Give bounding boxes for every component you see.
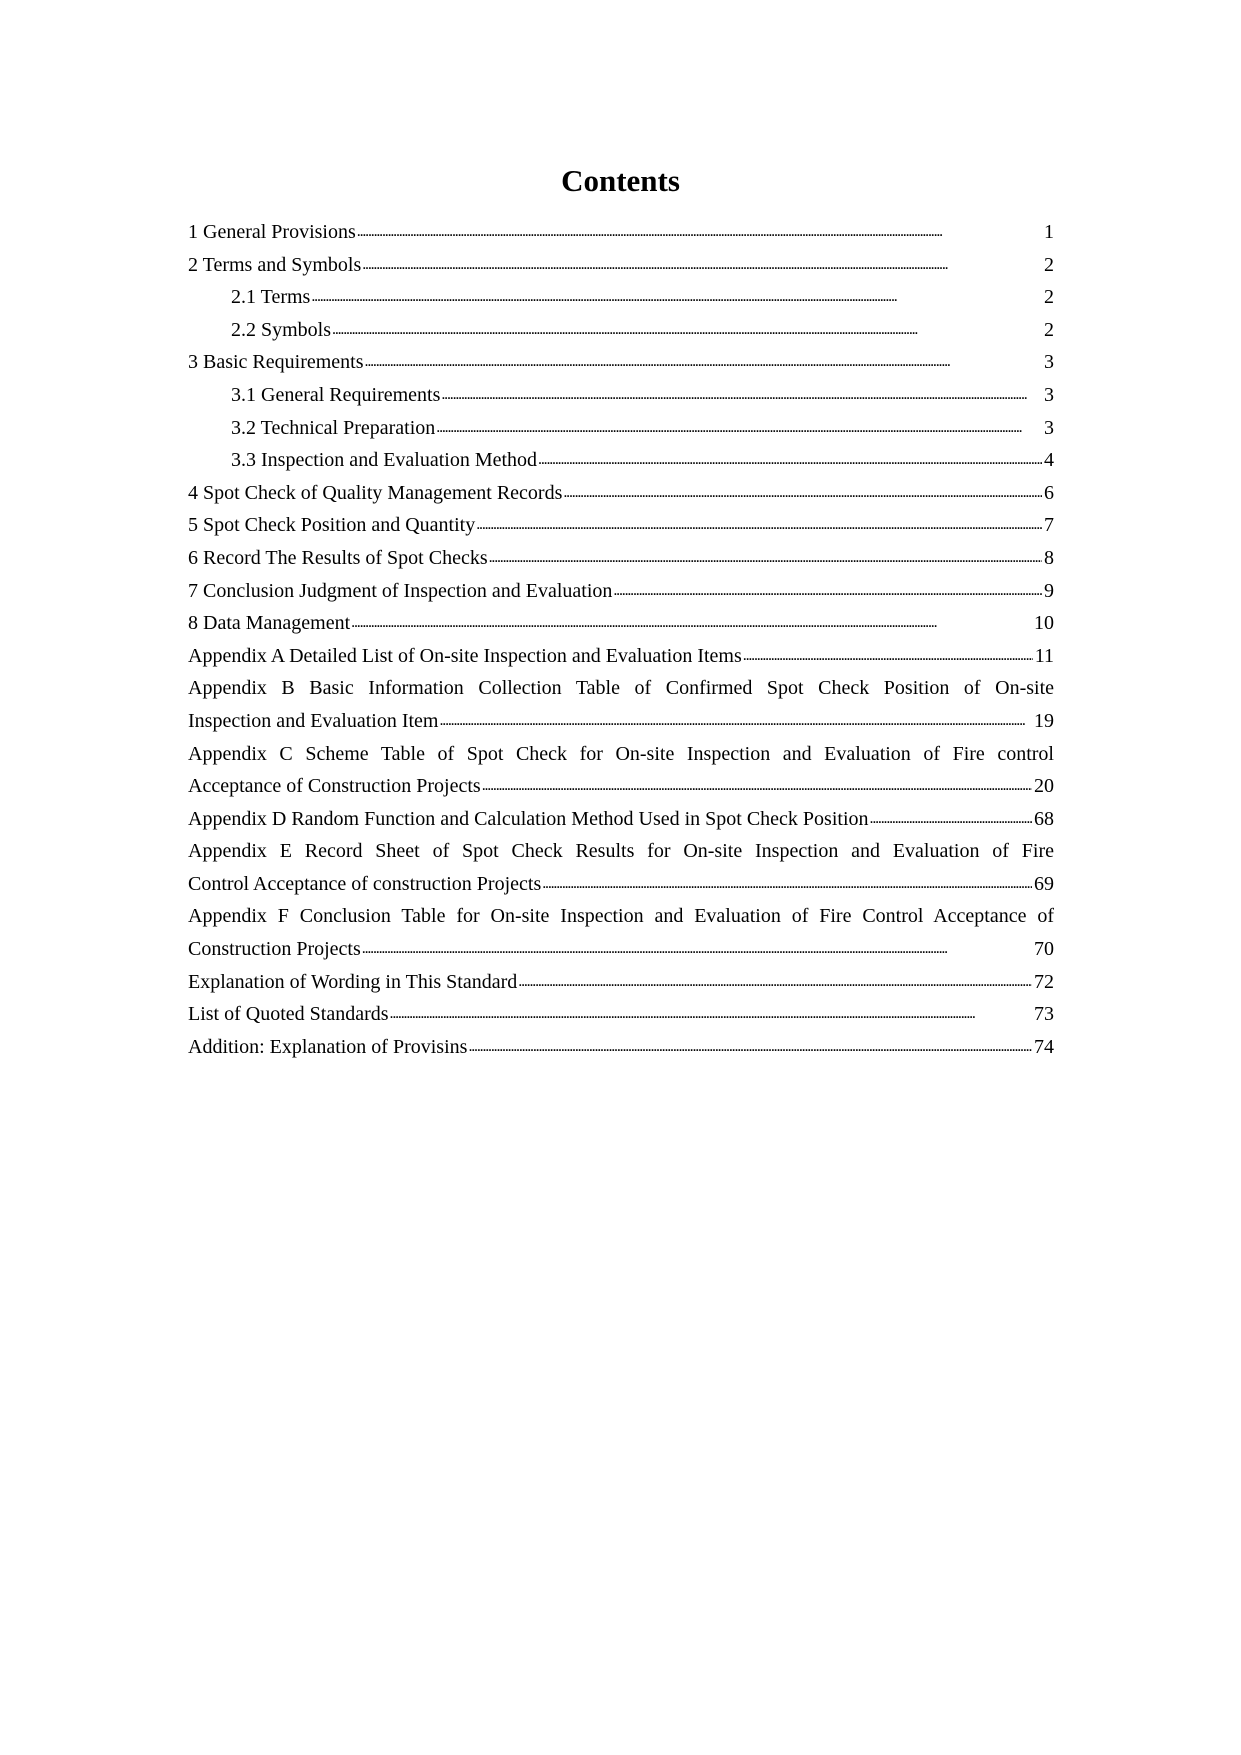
toc-entry-title: 7 Conclusion Judgment of Inspection and Evaluation [188,579,613,602]
page-title: Contents [561,163,680,198]
dot-leader [350,607,1032,640]
dot-leader [475,509,1042,542]
table-of-contents [188,216,1054,1063]
dot-leader [562,477,1042,510]
toc-entry-page: 4 [1044,449,1054,472]
toc-entry[interactable] [188,640,1054,673]
toc-entry[interactable] [188,542,1054,575]
toc-entry-page: 3 [1044,351,1054,374]
dot-leader [331,314,1042,347]
toc-entry[interactable] [188,477,1054,510]
toc-entry-page: 9 [1044,579,1054,602]
toc-entry[interactable] [188,966,1054,999]
toc-entry[interactable] [188,672,1054,737]
toc-entry-title: Appendix A Detailed List of On-site Inspection and Evaluation Items [188,644,742,667]
toc-entry-page: 69 [1034,872,1054,895]
toc-entry-title: 2.2 Symbols [231,318,332,341]
toc-entry-title: Construction Projects [188,938,361,961]
dot-leader [742,640,1033,673]
toc-entry-title: Explanation of Wording in This Standard [188,970,518,993]
toc-entry-title: Appendix D Random Function and Calculation Method Used in Spot Check Position [188,807,869,830]
toc-entry-title: Control Acceptance of construction Projects [188,872,542,895]
dot-leader [537,444,1042,477]
toc-entry-page: 11 [1034,644,1054,667]
dot-leader [612,575,1042,608]
toc-entry-title: 1 General Provisions [188,221,356,243]
toc-entry[interactable] [188,412,1054,445]
toc-entry[interactable] [188,346,1054,379]
toc-entry[interactable] [188,998,1054,1031]
toc-entry-title: Addition: Explanation of Provisins [188,1035,468,1058]
toc-entry[interactable] [188,379,1054,412]
toc-entry[interactable] [188,1031,1054,1064]
toc-entry-title: 3.1 General Requirements [231,383,441,406]
dot-leader [440,379,1042,412]
dot-leader [517,966,1032,999]
toc-entry-title: 3.2 Technical Preparation [231,416,436,439]
toc-entry-title: 2 Terms and Symbols [188,253,362,276]
toc-entry-title: List of Quoted Standards [188,1003,389,1026]
toc-entry-page: 19 [1034,709,1054,732]
toc-entry-page: 10 [1034,612,1054,635]
toc-entry[interactable] [188,607,1054,640]
toc-entry[interactable] [188,835,1054,900]
toc-entry[interactable] [188,444,1054,477]
toc-entry[interactable] [188,803,1054,836]
toc-entry[interactable] [188,216,1054,249]
dot-leader [869,803,1032,836]
toc-entry-title: Acceptance of Construction Projects [188,775,481,798]
toc-entry-title: Inspection and Evaluation Item [188,709,439,732]
toc-entry-title: 8 Data Management [188,612,351,635]
toc-entry[interactable] [188,281,1054,314]
toc-entry-title-line1: Appendix B Basic Information Collection Table of Confirmed Spot Check Position of On-site [188,677,1054,700]
toc-entry-title: 3.3 Inspection and Evaluation Method [231,449,538,472]
toc-entry-title-line1: Appendix F Conclusion Table for On-site Inspection and Evaluation of Fire Control Acceptance of [188,905,1054,928]
dot-leader [310,281,1042,314]
toc-entry-title: 4 Spot Check of Quality Management Records [188,481,563,504]
toc-entry-page: 6 [1044,481,1054,504]
toc-entry[interactable] [188,249,1054,282]
toc-entry[interactable] [188,509,1054,542]
toc-entry-page: 72 [1034,970,1054,993]
dot-leader [361,249,1042,282]
toc-entry[interactable] [188,900,1054,965]
toc-entry[interactable] [188,738,1054,803]
toc-entry-page: 20 [1034,775,1054,798]
dot-leader [438,705,1032,738]
toc-entry-page: 2 [1044,318,1054,341]
toc-entry-page: 3 [1044,383,1054,406]
dot-leader [361,933,1032,966]
toc-entry-title: 6 Record The Results of Spot Checks [188,546,488,569]
toc-entry-title: 3 Basic Requirements [188,351,364,374]
dot-leader [389,998,1032,1031]
toc-entry-page: 8 [1044,546,1054,569]
dot-leader [488,542,1042,575]
dot-leader [481,770,1032,803]
dot-leader [364,346,1042,379]
toc-entry-page: 2 [1044,286,1054,309]
toc-entry-page: 73 [1034,1003,1054,1026]
toc-entry-title: 2.1 Terms [231,286,311,309]
toc-entry-page: 1 [1044,221,1054,243]
toc-entry-page: 7 [1044,514,1054,537]
toc-entry-page: 70 [1034,938,1054,961]
dot-leader [435,412,1042,445]
dot-leader [541,868,1032,901]
dot-leader [356,216,1042,249]
toc-entry-page: 74 [1034,1035,1054,1058]
toc-entry-page: 68 [1034,807,1054,830]
toc-entry-title-line1: Appendix C Scheme Table of Spot Check for On-site Inspection and Evaluation of Fire control [188,742,1054,765]
toc-entry[interactable] [188,575,1054,608]
toc-entry-title: 5 Spot Check Position and Quantity [188,514,476,537]
dot-leader [467,1031,1032,1064]
toc-entry-title-line1: Appendix E Record Sheet of Spot Check Results for On-site Inspection and Evaluation of Fire [188,840,1054,863]
toc-entry[interactable] [188,314,1054,347]
toc-entry-page: 2 [1044,253,1054,276]
toc-entry-page: 3 [1044,416,1054,439]
